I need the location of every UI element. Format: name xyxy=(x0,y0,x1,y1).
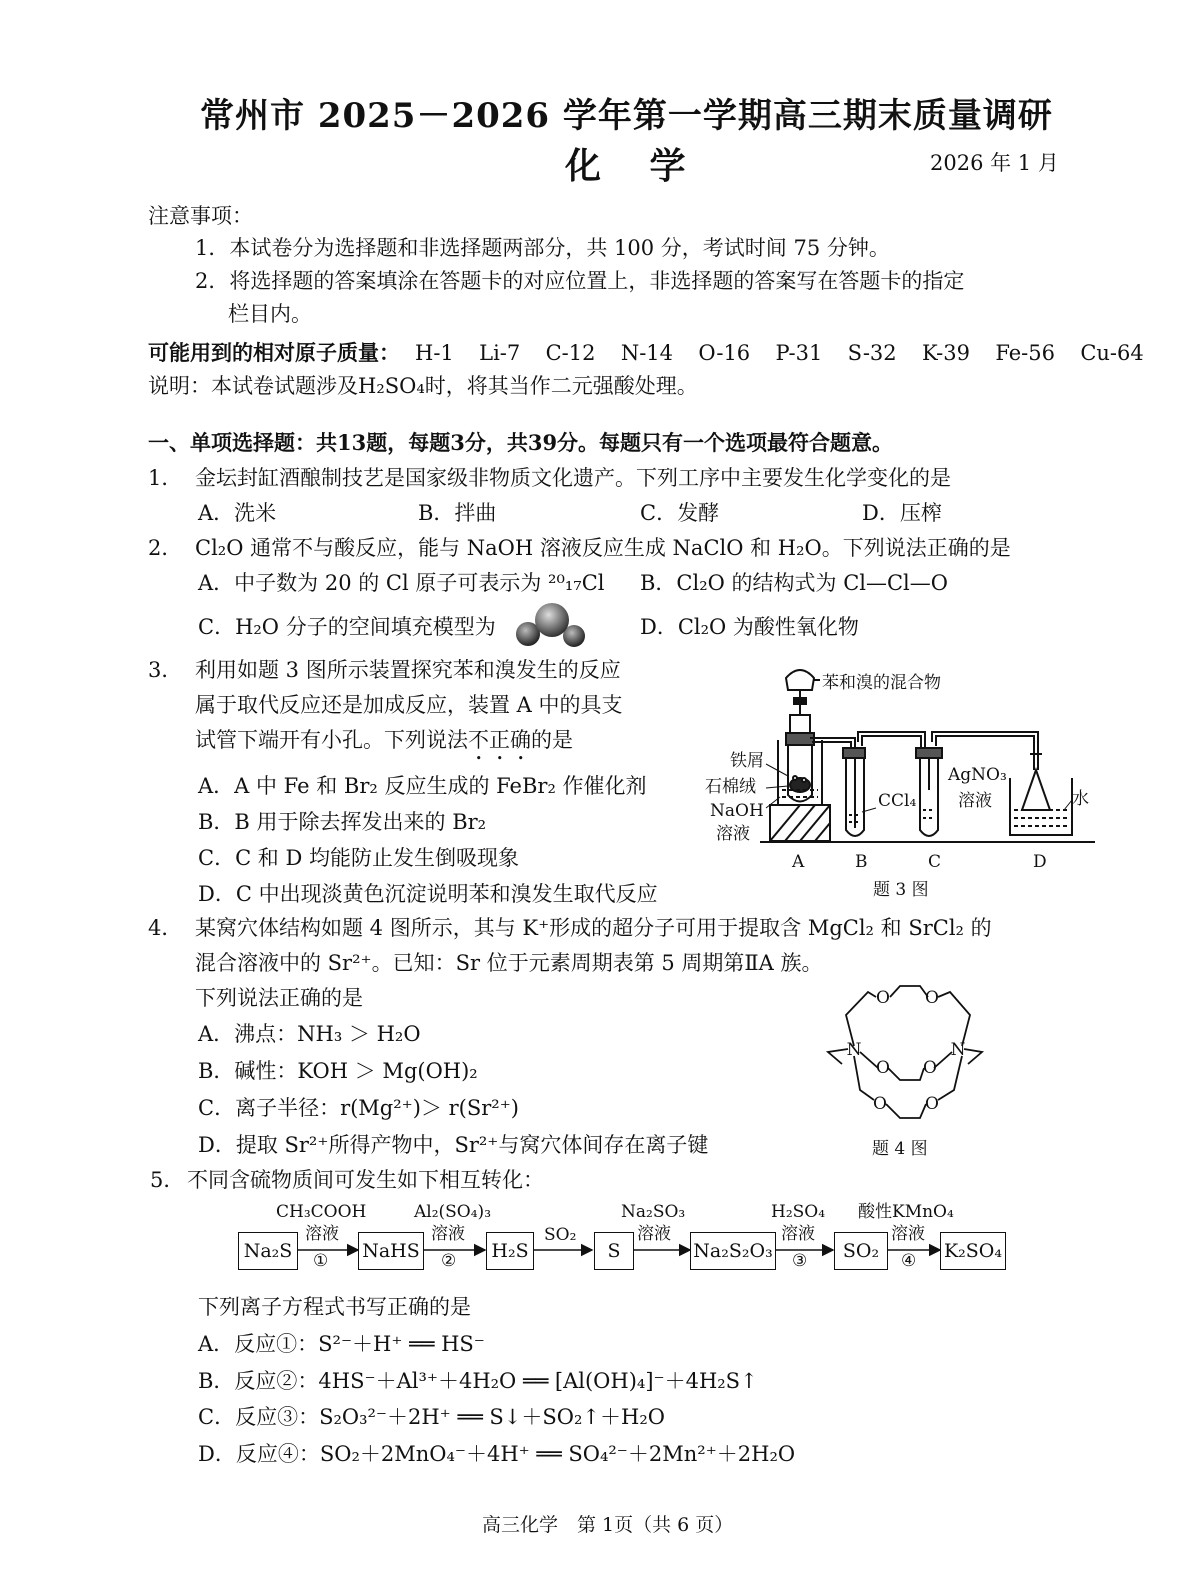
subject-title: 化 学 xyxy=(565,145,704,187)
q2-option-b: B．Cl₂O 的结构式为 Cl—Cl—O xyxy=(640,571,948,595)
q1-number: 1． xyxy=(148,466,183,490)
q3-option-a: A．A 中 Fe 和 Br₂ 反应生成的 FeBr₂ 作催化剂 xyxy=(198,774,647,798)
q4-option-d: D．提取 Sr²⁺所得产物中，Sr²⁺与窝穴体间存在离子键 xyxy=(198,1133,709,1157)
q4-option-b: B．碱性：KOH ＞ Mg(OH)₂ xyxy=(198,1059,478,1083)
reagent-3: SO₂ xyxy=(544,1225,577,1245)
q3-option-b: B．B 用于除去挥发出来的 Br₂ xyxy=(198,810,487,834)
reaction-box-nahs: NaHS xyxy=(358,1232,424,1270)
q2-number: 2． xyxy=(148,536,183,560)
atomic-mass-label: 可能用到的相对原子质量： xyxy=(148,340,400,365)
q4-stem-line2: 混合溶液中的 Sr²⁺。已知：Sr 位于元素周期表第 5 周期第ⅡA 族。 xyxy=(195,951,823,975)
reagent-1-solution: 溶液 xyxy=(305,1224,339,1244)
reaction-box-k2so4: K₂SO₄ xyxy=(940,1232,1006,1270)
cryptand-oxygen-6: O xyxy=(925,1094,939,1114)
reagent-2: Al₂(SO₄)₃ xyxy=(414,1202,492,1222)
q1-option-d: D．压榨 xyxy=(862,501,942,525)
step-3-marker: ③ xyxy=(792,1251,808,1271)
notes-item-1: 1．本试卷分为选择题和非选择题两部分，共 100 分，考试时间 75 分钟。 xyxy=(195,236,890,260)
reagent-5: H₂SO₄ xyxy=(771,1202,826,1222)
reagent-6: 酸性KMnO₄ xyxy=(858,1202,954,1222)
fig3-label-b: B xyxy=(855,852,868,872)
exam-title: 常州市 2025－2026 学年第一学期高三期末质量调研 xyxy=(200,96,1053,136)
cryptand-oxygen-1: O xyxy=(876,988,890,1008)
reagent-6-solution: 溶液 xyxy=(891,1224,925,1244)
q1-option-c: C．发酵 xyxy=(640,501,720,525)
q5-option-a: A．反应①：S²⁻＋H⁺ ══ HS⁻ xyxy=(198,1332,485,1356)
fig4-caption: 题 4 图 xyxy=(872,1139,928,1159)
q4-option-c: C．离子半径：r(Mg²⁺)＞ r(Sr²⁺) xyxy=(198,1096,519,1120)
q5-question: 下列离子方程式书写正确的是 xyxy=(198,1295,471,1319)
q5-number: 5． xyxy=(150,1168,185,1192)
notes-item-2: 2．将选择题的答案填涂在答题卡的对应位置上，非选择题的答案写在答题卡的指定 xyxy=(195,269,965,293)
reaction-box-na2s: Na₂S xyxy=(238,1232,298,1270)
q4-stem-line3: 下列说法正确的是 xyxy=(195,986,363,1010)
q3-option-c: C．C 和 D 均能防止发生倒吸现象 xyxy=(198,846,519,870)
step-1-marker: ① xyxy=(313,1251,329,1271)
q4-stem-line1: 某窝穴体结构如题 4 图所示，其与 K⁺形成的超分子可用于提取含 MgCl₂ 和 SrCl₂ 的 xyxy=(195,916,992,940)
reaction-box-h2s: H₂S xyxy=(486,1232,534,1270)
q3-stem-line2: 属于取代反应还是加成反应，装置 A 中的具支 xyxy=(195,693,623,717)
q5-option-c: C．反应③：S₂O₃²⁻＋2H⁺ ══ S↓＋SO₂↑＋H₂O xyxy=(198,1405,665,1429)
q2-stem: Cl₂O 通常不与酸反应，能与 NaOH 溶液反应生成 NaClO 和 H₂O。下列说法正确的是 xyxy=(195,536,1011,560)
section-heading: 一、单项选择题：共13题，每题3分，共39分。每题只有一个选项最符合题意。 xyxy=(148,430,894,455)
q3-stem-line3: 试管下端开有小孔。下列说法不正确的是 xyxy=(195,728,573,752)
q1-option-b: B．拌曲 xyxy=(418,501,497,525)
fig3-label-iron: 铁屑 xyxy=(730,751,764,771)
fig3-label-d: D xyxy=(1033,852,1047,872)
fig3-label-a: A xyxy=(792,852,805,872)
fig3-label-water: 水 xyxy=(1072,789,1089,809)
page-footer: 高三化学 第 1页（共 6 页） xyxy=(482,1514,734,1536)
step-4-marker: ④ xyxy=(901,1251,917,1271)
q2-option-d: D．Cl₂O 为酸性氧化物 xyxy=(640,615,859,639)
fig3-caption: 题 3 图 xyxy=(873,880,929,900)
notes-item-2-cont: 栏目内。 xyxy=(228,302,312,326)
exam-date: 2026 年 1 月 xyxy=(930,151,1059,175)
cryptand-oxygen-4: O xyxy=(923,1058,937,1078)
fig3-label-naoh: NaOH xyxy=(710,801,764,821)
reagent-4: Na₂SO₃ xyxy=(621,1202,686,1222)
reagent-2-solution: 溶液 xyxy=(431,1224,465,1244)
reaction-box-s: S xyxy=(594,1232,634,1270)
q3-number: 3． xyxy=(148,658,183,682)
cryptand-oxygen-5: O xyxy=(873,1094,887,1114)
cryptand-nitrogen-1: N xyxy=(846,1040,862,1060)
q4-option-a: A．沸点：NH₃ ＞ H₂O xyxy=(198,1022,421,1046)
cryptand-oxygen-2: O xyxy=(925,988,939,1008)
q5-option-b: B．反应②：4HS⁻＋Al³⁺＋4H₂O ══ [Al(OH)₄]⁻＋4H₂S↑ xyxy=(198,1369,758,1393)
fig3-label-ccl4: CCl₄ xyxy=(878,791,917,811)
q4-number: 4． xyxy=(148,916,183,940)
reaction-box-so2: SO₂ xyxy=(834,1232,888,1270)
fig3-label-agno3-solution: 溶液 xyxy=(958,791,992,811)
q2-option-a: A．中子数为 20 的 Cl 原子可表示为 ²⁰₁₇Cl xyxy=(198,571,605,595)
notes-explain: 说明：本试卷试题涉及H₂SO₄时，将其当作二元强酸处理。 xyxy=(148,374,698,398)
q1-option-a: A．洗米 xyxy=(198,501,277,525)
reagent-4-solution: 溶液 xyxy=(637,1224,671,1244)
reagent-1: CH₃COOH xyxy=(276,1202,367,1222)
atomic-mass-values: H-1 Li-7 C-12 N-14 O-16 P-31 S-32 K-39 Fe-56 Cu-64 xyxy=(415,341,1144,365)
fig3-label-agno3: AgNO₃ xyxy=(948,765,1007,785)
q3-stem-line1: 利用如题 3 图所示装置探究苯和溴发生的反应 xyxy=(195,658,621,682)
fig3-label-mixture: 苯和溴的混合物 xyxy=(822,673,941,693)
fig3-label-c: C xyxy=(928,852,942,872)
q3-option-d: D．C 中出现淡黄色沉淀说明苯和溴发生取代反应 xyxy=(198,882,658,906)
cryptand-oxygen-3: O xyxy=(876,1058,890,1078)
q5-stem: 不同含硫物质间可发生如下相互转化： xyxy=(187,1168,544,1192)
water-space-filling-model-icon xyxy=(512,598,592,652)
reagent-5-solution: 溶液 xyxy=(781,1224,815,1244)
cryptand-nitrogen-2: N xyxy=(950,1040,966,1060)
fig3-label-asbestos: 石棉绒 xyxy=(705,777,756,797)
fig3-label-naoh-solution: 溶液 xyxy=(716,824,750,844)
q5-option-d: D．反应④：SO₂＋2MnO₄⁻＋4H⁺ ══ SO₄²⁻＋2Mn²⁺＋2H₂O xyxy=(198,1442,796,1466)
q2-option-c: C．H₂O 分子的空间填充模型为 xyxy=(198,615,496,639)
reaction-box-na2s2o3: Na₂S₂O₃ xyxy=(690,1232,776,1270)
q1-stem: 金坛封缸酒酿制技艺是国家级非物质文化遗产。下列工序中主要发生化学变化的是 xyxy=(195,466,951,490)
step-2-marker: ② xyxy=(441,1251,457,1271)
notes-heading: 注意事项： xyxy=(148,204,253,228)
figure-4-cryptand xyxy=(820,970,990,1130)
